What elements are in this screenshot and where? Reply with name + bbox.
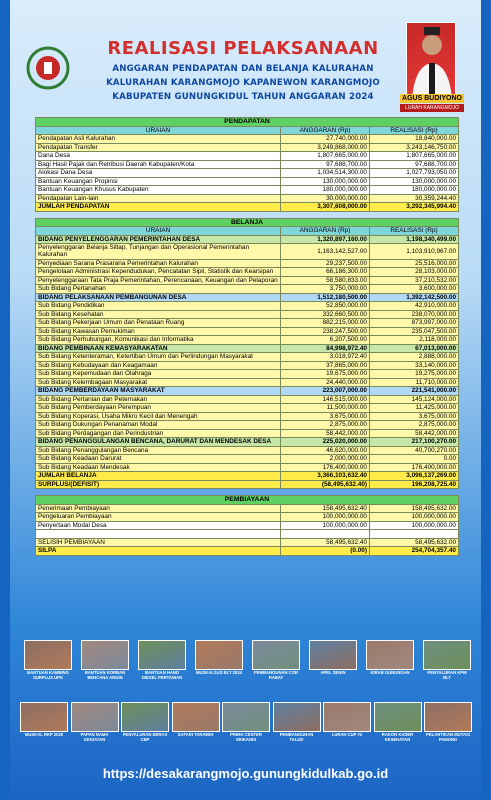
gallery-item — [424, 702, 472, 743]
row-label: JUMLAH PENDAPATAN — [36, 203, 281, 212]
official-role: LURAH KARANGMOJO — [400, 104, 464, 112]
row-realisasi: 1,807,665,000.00 — [370, 152, 459, 161]
table-row — [36, 446, 459, 455]
row-label: Pendapatan Lain-lain — [36, 194, 281, 203]
row-anggaran: 1,034,514,300.00 — [281, 169, 370, 178]
table-row — [36, 395, 459, 404]
row-realisasi: 19,275,000.00 — [370, 370, 459, 379]
row-realisasi: 30,359,244.40 — [370, 194, 459, 203]
row-realisasi: 130,000,000.00 — [370, 177, 459, 186]
photo-thumbnail — [138, 640, 186, 670]
section-title: PENDAPATAN — [36, 118, 459, 127]
row-realisasi: 18,840,000.00 — [370, 135, 459, 144]
row-anggaran: 2,000,000.00 — [281, 455, 370, 464]
table-row — [36, 521, 459, 530]
row-label: Sub Bidang Pekerjaan Umum dan Penataan Ruang — [36, 319, 281, 328]
row-label: Sub Bidang Keadaan Mendesak — [36, 463, 281, 472]
gallery-item — [195, 640, 243, 676]
row-realisasi: 1,027,793,050.00 — [370, 169, 459, 178]
table-row — [36, 203, 459, 212]
row-anggaran: 3,675,000.00 — [281, 412, 370, 421]
row-realisasi: 235,047,500.00 — [370, 327, 459, 336]
row-anggaran: 84,998,972.40 — [281, 344, 370, 353]
gallery-caption: BANTUAN HAND DIESEL PERTANIAN — [141, 670, 183, 680]
activity-gallery — [20, 640, 472, 760]
column-header-uraian: URAIAN — [36, 126, 281, 135]
row-realisasi: 145,124,000.00 — [370, 395, 459, 404]
gallery-caption: RAKOR KADER KESEHATAN — [381, 732, 414, 742]
row-realisasi: 2,888,000.00 — [370, 353, 459, 362]
row-anggaran: 6,207,500.00 — [281, 336, 370, 345]
row-label — [36, 530, 281, 539]
photo-thumbnail — [121, 702, 169, 732]
table-row — [36, 480, 459, 489]
header — [14, 22, 482, 114]
row-realisasi: 3,096,137,269.00 — [370, 472, 459, 481]
row-label: Sub Bidang Penanggulangan Bencana — [36, 446, 281, 455]
photo-thumbnail — [71, 702, 119, 732]
row-label: BIDANG PEMBERDAYAAN MASYARAKAT — [36, 387, 281, 396]
row-label: SELISIH PEMBIAYAAN — [36, 538, 281, 547]
gallery-caption: MUSKALSUS BLT 2024 — [196, 670, 242, 675]
row-realisasi: 58,495,632.00 — [370, 538, 459, 547]
row-realisasi: 0.00 — [370, 455, 459, 464]
table-row — [36, 302, 459, 311]
row-label: Pendapatan Transfer — [36, 143, 281, 152]
gallery-caption: SAFARI TARAWIH — [177, 732, 214, 737]
photo-thumbnail — [424, 702, 472, 732]
row-label: Sub Bidang Pertanian dan Peternakan — [36, 395, 281, 404]
photo-thumbnail — [374, 702, 422, 732]
row-label: Bantuan Keuangan Propinsi — [36, 177, 281, 186]
row-realisasi: 42,910,000.00 — [370, 302, 459, 311]
row-label: Sub Bidang Kebudayaan dan Keagamaan — [36, 361, 281, 370]
photo-thumbnail — [24, 640, 72, 670]
gallery-item — [374, 702, 422, 743]
row-realisasi: 158,495,632.00 — [370, 504, 459, 513]
photo-thumbnail — [323, 702, 371, 732]
row-label: BIDANG PENYELENGGARAN PEMERINTAHAN DESA — [36, 235, 281, 244]
table-row — [36, 319, 459, 328]
budget-tables — [35, 117, 458, 556]
subtitle-line-1: ANGGARAN PENDAPATAN DAN BELANJA KALURAHAN — [112, 64, 374, 74]
row-anggaran: 1,320,897,160.00 — [281, 235, 370, 244]
row-anggaran: 1,807,665,000.00 — [281, 152, 370, 161]
row-anggaran: 58,495,632.40 — [281, 538, 370, 547]
row-label: Pengelolaan Administrasi Kependudukan, Pencatatan Sipil, Statistik dan Kearsipan — [36, 268, 281, 277]
gallery-item — [81, 640, 129, 681]
row-anggaran: 176,400,000.00 — [281, 463, 370, 472]
gallery-item — [138, 640, 186, 681]
table-row — [36, 336, 459, 345]
website-url[interactable]: https://desakarangmojo.gunungkidulkab.go.id — [102, 766, 389, 781]
gallery-caption: PEMBANGUNAN COR RABAT — [254, 670, 298, 680]
belanja-table — [35, 218, 459, 490]
row-anggaran: 37,865,000.00 — [281, 361, 370, 370]
table-row — [36, 194, 459, 203]
row-realisasi: 217,100,270.00 — [370, 438, 459, 447]
table-row — [36, 152, 459, 161]
gallery-item — [71, 702, 119, 743]
table-row — [36, 412, 459, 421]
gallery-caption: PELANTIKAN MUTASI PAMONG — [426, 732, 470, 742]
page-title: REALISASI PELAKSANAAN — [107, 38, 379, 59]
table-row — [36, 547, 459, 556]
row-anggaran: 97,688,700.00 — [281, 160, 370, 169]
gallery-caption: BANTUAN KAMBING SURPLUS UPK — [27, 670, 69, 680]
table-row — [36, 169, 459, 178]
row-realisasi: 196,208,725.40 — [370, 480, 459, 489]
row-anggaran: 46,620,000.00 — [281, 446, 370, 455]
column-header-realisasi: REALISASI (Rp) — [370, 227, 459, 236]
row-label: Sub Bidang Koperasi, Usaha Mikro Kecil dan Menengah — [36, 412, 281, 421]
gallery-caption: APEL SENIN — [320, 670, 346, 675]
table-row — [36, 177, 459, 186]
table-row — [36, 327, 459, 336]
row-anggaran: 1,512,180,500.00 — [281, 293, 370, 302]
photo-thumbnail — [81, 640, 129, 670]
row-anggaran: 30,000,000.00 — [281, 194, 370, 203]
row-anggaran: (0.00) — [281, 547, 370, 556]
table-row — [36, 353, 459, 362]
table-row — [36, 472, 459, 481]
table-row — [36, 530, 459, 539]
gallery-caption: PAPAN NAMA KEGIATAN — [80, 732, 109, 742]
row-realisasi: 3,600,000.00 — [370, 285, 459, 294]
row-anggaran: 180,000,000.00 — [281, 186, 370, 195]
row-anggaran: 58,442,000.00 — [281, 429, 370, 438]
gallery-caption: LURAH CUP #2 — [331, 732, 363, 737]
photo-thumbnail — [273, 702, 321, 732]
row-anggaran: 223,007,000.00 — [281, 387, 370, 396]
row-anggaran: 238,247,500.00 — [281, 327, 370, 336]
gallery-caption: PEMBANGUNAN TALUD — [279, 732, 314, 742]
table-row — [36, 310, 459, 319]
row-label: Alokasi Dana Desa — [36, 169, 281, 178]
row-label: Sub Bidang Kelembagaan Masyarakat — [36, 378, 281, 387]
row-anggaran: 882,215,000.00 — [281, 319, 370, 328]
row-anggaran: 52,850,000.00 — [281, 302, 370, 311]
row-anggaran: 225,020,000.00 — [281, 438, 370, 447]
photo-thumbnail — [195, 640, 243, 670]
column-header-anggaran: ANGGARAN (Rp) — [281, 227, 370, 236]
gallery-item — [121, 702, 169, 743]
table-row — [36, 404, 459, 413]
gallery-item — [309, 640, 357, 676]
photo-thumbnail — [222, 702, 270, 732]
row-anggaran: 332,660,500.00 — [281, 310, 370, 319]
gallery-item — [273, 702, 321, 743]
gallery-item — [366, 640, 414, 676]
row-realisasi: 238,070,000.00 — [370, 310, 459, 319]
table-row — [36, 160, 459, 169]
pembiayaan-table — [35, 495, 459, 556]
row-anggaran: 146,515,000.00 — [281, 395, 370, 404]
row-realisasi: 28,103,000.00 — [370, 268, 459, 277]
row-realisasi: 1,103,910,967.00 — [370, 244, 459, 260]
row-anggaran: 100,000,000.00 — [281, 521, 370, 530]
photo-thumbnail — [172, 702, 220, 732]
row-realisasi: 67,013,000.00 — [370, 344, 459, 353]
column-header-row — [36, 126, 459, 135]
pendapatan-table — [35, 117, 459, 212]
gallery-caption: PENYALURAN KPM BLT — [427, 670, 467, 680]
row-label: Dana Desa — [36, 152, 281, 161]
table-row — [36, 513, 459, 522]
row-realisasi: 11,425,000.00 — [370, 404, 459, 413]
row-label: Pendapatan Asli Kalurahan — [36, 135, 281, 144]
row-realisasi: 2,118,000.00 — [370, 336, 459, 345]
section-title: BELANJA — [36, 218, 459, 227]
table-row — [36, 421, 459, 430]
subtitle-line-3: KABUPATEN GUNUNGKIDUL TAHUN ANGGARAN 2024 — [112, 92, 374, 102]
table-row — [36, 378, 459, 387]
row-realisasi: 33,140,000.00 — [370, 361, 459, 370]
gallery-item — [20, 702, 68, 738]
row-realisasi — [370, 530, 459, 539]
gallery-caption: BANTUAN KORBAN BENCANA ANGIN — [84, 670, 126, 680]
table-row — [36, 455, 459, 464]
row-anggaran: 100,000,000.00 — [281, 513, 370, 522]
row-label: JUMLAH BELANJA — [36, 472, 281, 481]
table-row — [36, 370, 459, 379]
table-row — [36, 268, 459, 277]
gallery-item — [222, 702, 270, 743]
gallery-caption: MUSKAL RKP 2025 — [24, 732, 64, 737]
gallery-item — [172, 702, 220, 738]
column-header-anggaran: ANGGARAN (Rp) — [281, 126, 370, 135]
row-label: Sub Bidang Pemberdayaan Perempuan — [36, 404, 281, 413]
photo-thumbnail — [309, 640, 357, 670]
row-anggaran: (58,495,632.40) — [281, 480, 370, 489]
photo-thumbnail — [252, 640, 300, 670]
right-stripe — [481, 0, 491, 800]
row-anggaran: 2,875,000.00 — [281, 421, 370, 430]
photo-thumbnail — [20, 702, 68, 732]
row-realisasi: 1,392,142,500.00 — [370, 293, 459, 302]
gallery-caption: PENYALURAN BERAS CBP — [122, 732, 168, 742]
row-anggaran — [281, 530, 370, 539]
gallery-caption: KIRAB GUNUNGAN — [370, 670, 410, 675]
row-realisasi: 11,710,000.00 — [370, 378, 459, 387]
row-anggaran: 66,186,300.00 — [281, 268, 370, 277]
row-realisasi: 1,198,340,499.00 — [370, 235, 459, 244]
row-anggaran: 27,740,000.00 — [281, 135, 370, 144]
row-label: Penyediaan Sarana Prasarana Pemerintahan Kalurahan — [36, 259, 281, 268]
row-label: Penyertaan Modal Desa — [36, 521, 281, 530]
row-label: Sub Bidang Kepemudaan dan Olahraga — [36, 370, 281, 379]
table-row — [36, 143, 459, 152]
gallery-item — [423, 640, 471, 681]
table-row — [36, 387, 459, 396]
pendapatan-section-header — [36, 118, 459, 127]
row-realisasi: 37,210,532.00 — [370, 276, 459, 285]
subtitle-line-2: KALURAHAN KARANGMOJO KAPANEWON KARANGMOJO — [106, 78, 380, 88]
row-anggaran: 130,000,000.00 — [281, 177, 370, 186]
row-anggaran: 29,237,500.00 — [281, 259, 370, 268]
row-label: Sub Bidang Kesehatan — [36, 310, 281, 319]
table-row — [36, 235, 459, 244]
row-realisasi: 254,704,357.40 — [370, 547, 459, 556]
row-anggaran: 1,163,142,527.00 — [281, 244, 370, 260]
row-realisasi: 3,292,345,994.40 — [370, 203, 459, 212]
row-anggaran: 58,580,833.00 — [281, 276, 370, 285]
photo-thumbnail — [366, 640, 414, 670]
row-label: Sub Bidang Pendidikan — [36, 302, 281, 311]
gallery-item — [323, 702, 371, 738]
column-header-uraian: URAIAN — [36, 227, 281, 236]
row-label: Sub Bidang Kawasan Pemukiman — [36, 327, 281, 336]
row-realisasi: 180,000,000.00 — [370, 186, 459, 195]
row-label: Penerimaan Pembiayaan — [36, 504, 281, 513]
row-anggaran: 19,675,000.00 — [281, 370, 370, 379]
row-anggaran: 3,307,608,000.00 — [281, 203, 370, 212]
table-row — [36, 276, 459, 285]
column-header-row — [36, 227, 459, 236]
row-realisasi: 176,400,000.00 — [370, 463, 459, 472]
row-label: Penyelenggaraan Tata Praja Pemerintahan, Perencanaan, Keuangan dan Pelaporan — [36, 276, 281, 285]
table-row — [36, 186, 459, 195]
section-title: PEMBIAYAAN — [36, 496, 459, 505]
table-row — [36, 429, 459, 438]
left-stripe — [0, 0, 10, 800]
official-photo — [406, 22, 456, 98]
table-row — [36, 463, 459, 472]
photo-thumbnail — [423, 640, 471, 670]
table-row — [36, 293, 459, 302]
table-row — [36, 344, 459, 353]
row-label: Sub Bidang Dukungan Penanaman Modal — [36, 421, 281, 430]
row-realisasi: 58,442,000.00 — [370, 429, 459, 438]
row-anggaran: 3,249,868,000.00 — [281, 143, 370, 152]
row-anggaran: 3,018,972.40 — [281, 353, 370, 362]
column-header-realisasi: REALISASI (Rp) — [370, 126, 459, 135]
row-realisasi: 25,516,000.00 — [370, 259, 459, 268]
row-realisasi: 100,000,000.00 — [370, 521, 459, 530]
table-row — [36, 538, 459, 547]
table-row — [36, 361, 459, 370]
table-row — [36, 135, 459, 144]
belanja-section-header — [36, 218, 459, 227]
row-label: Bantuan Keuangan Khusus Kabupaten — [36, 186, 281, 195]
row-label: Sub Bidang Ketenteraman, Ketertiban Umum dan Perlindungan Masyarakat — [36, 353, 281, 362]
row-anggaran: 3,750,000.00 — [281, 285, 370, 294]
table-row — [36, 259, 459, 268]
row-realisasi: 3,243,146,750.00 — [370, 143, 459, 152]
row-realisasi: 221,541,000.00 — [370, 387, 459, 396]
row-label: BIDANG PEMBINAAN KEMASYARAKATAN — [36, 344, 281, 353]
official-name: AGUS BUDIYONO — [400, 94, 464, 103]
row-label: Pengeluaran Pembiayaan — [36, 513, 281, 522]
table-row — [36, 285, 459, 294]
gallery-item — [252, 640, 300, 681]
row-label: BIDANG PELAKSANAAN PEMBANGUNAN DESA — [36, 293, 281, 302]
table-row — [36, 244, 459, 260]
row-label: Penyelenggaran Belanja Siltap, Tunjangan dan Operasional Pemerintahan Kalurahan — [36, 244, 281, 260]
row-label: BIDANG PENANGGULANGAN BENCANA, DARURAT DAN MENDESAK DESA — [36, 438, 281, 447]
row-realisasi: 3,675,000.00 — [370, 412, 459, 421]
gallery-caption: PRIMA CENTER SRIKANDI — [230, 732, 262, 742]
table-row — [36, 504, 459, 513]
table-row — [36, 438, 459, 447]
ministry-logo-icon — [24, 42, 72, 94]
row-label: Sub Bidang Perdagangan dan Perindustrian — [36, 429, 281, 438]
row-realisasi: 873,997,000.00 — [370, 319, 459, 328]
gallery-item — [24, 640, 72, 681]
row-realisasi: 2,875,000.00 — [370, 421, 459, 430]
row-label: SURPLUS/(DEFISIT) — [36, 480, 281, 489]
row-label: Sub Bidang Keadaan Darurat — [36, 455, 281, 464]
row-anggaran: 158,495,632.40 — [281, 504, 370, 513]
row-label: Sub Bidang Perhubungan, Komunikasi dan Informatika — [36, 336, 281, 345]
row-anggaran: 11,500,000.00 — [281, 404, 370, 413]
row-realisasi: 40,700,270.00 — [370, 446, 459, 455]
pembiayaan-section-header — [36, 496, 459, 505]
row-realisasi: 97,688,700.00 — [370, 160, 459, 169]
person-icon — [407, 23, 456, 98]
row-label: Sub Bidang Pertanahan — [36, 285, 281, 294]
row-realisasi: 100,000,000.00 — [370, 513, 459, 522]
row-anggaran: 24,440,000.00 — [281, 378, 370, 387]
row-anggaran: 3,366,103,632.40 — [281, 472, 370, 481]
row-label: Bagi Hasil Pajak dan Retribusi Daerah Kabupaten/Kota — [36, 160, 281, 169]
row-label: SILPA — [36, 547, 281, 556]
